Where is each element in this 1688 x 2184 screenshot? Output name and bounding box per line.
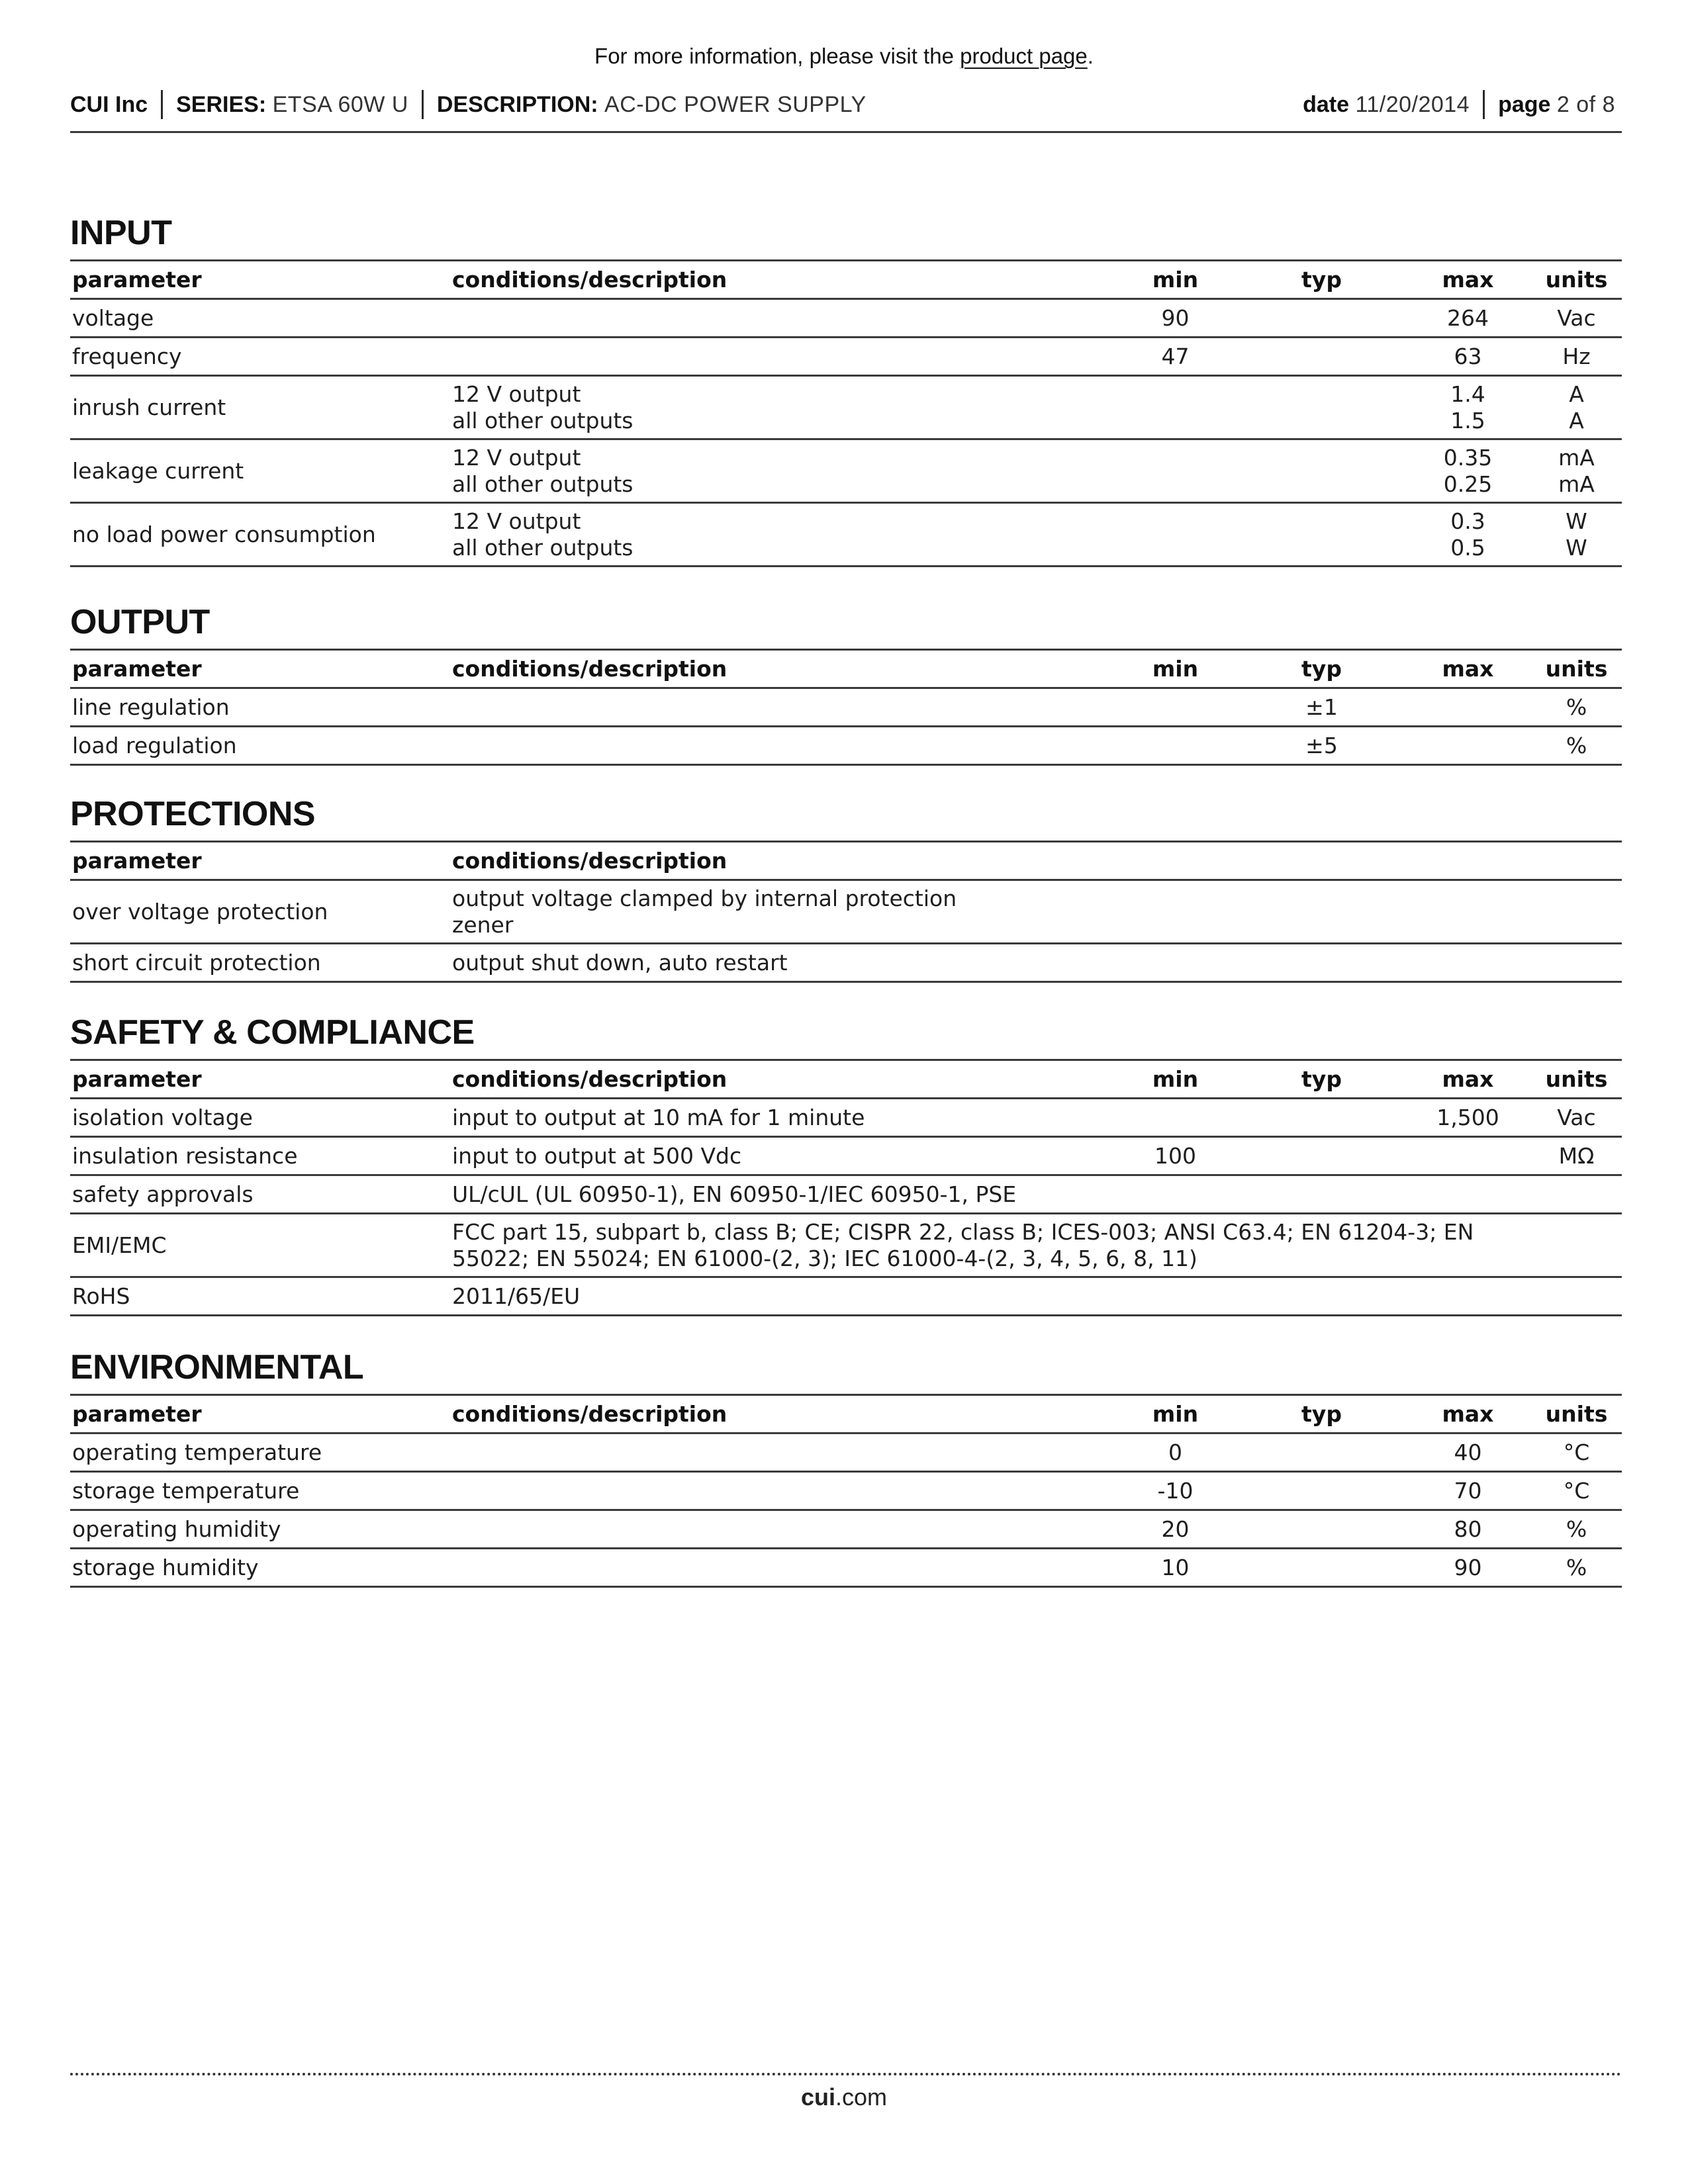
cell-max: 90 (1405, 1549, 1532, 1587)
cell-parameter: inrush current (70, 376, 450, 439)
cell-conditions (450, 688, 1112, 727)
cell-typ (1239, 1137, 1405, 1175)
col-parameter: parameter (70, 1395, 450, 1433)
cell-min (1112, 688, 1239, 727)
cell-parameter: EMI/EMC (70, 1214, 450, 1277)
cell-conditions: output shut down, auto restart (450, 944, 1112, 982)
cell-min (1112, 376, 1239, 439)
input-table (70, 259, 1622, 567)
cell-max: 80 (1405, 1510, 1532, 1549)
table-row (70, 1510, 1622, 1549)
cell-min (1112, 439, 1239, 503)
cell-max: 40 (1405, 1433, 1532, 1472)
cell-typ (1239, 299, 1405, 338)
table-row (70, 1549, 1622, 1587)
col-min: min (1112, 1060, 1239, 1099)
units-line: W (1566, 508, 1587, 534)
environmental-table (70, 1394, 1622, 1588)
max-line: 1.5 (1450, 407, 1485, 433)
top-note (0, 44, 1688, 69)
col-max: max (1405, 1060, 1532, 1099)
cell-conditions (450, 1510, 1112, 1549)
col-conditions: conditions/description (450, 1395, 1112, 1433)
empty-cell (1239, 880, 1405, 944)
cell-max (1405, 439, 1532, 503)
footer-website[interactable] (0, 2083, 1688, 2111)
empty-cell (1405, 944, 1532, 982)
col-conditions: conditions/description (450, 842, 1112, 880)
cell-typ (1239, 1472, 1405, 1510)
col-min: min (1112, 650, 1239, 688)
cell-units (1532, 503, 1622, 567)
max-line: 0.3 (1450, 508, 1485, 534)
empty-cell (1405, 880, 1532, 944)
condition-line: all other outputs (452, 471, 633, 497)
table-header-row (70, 1395, 1622, 1433)
empty-cell (1532, 842, 1622, 880)
units-line: A (1569, 381, 1584, 407)
max-line: 0.25 (1443, 471, 1493, 497)
empty-cell (1112, 880, 1239, 944)
cell-units: % (1532, 688, 1622, 727)
table-row (70, 1472, 1622, 1510)
cell-conditions (450, 1433, 1112, 1472)
max-line: 0.35 (1443, 444, 1493, 471)
description-label: DESCRIPTION: (436, 91, 598, 117)
condition-line: all other outputs (452, 534, 633, 561)
table-header-row (70, 650, 1622, 688)
document-header (70, 86, 1622, 133)
table-row (70, 1214, 1622, 1277)
cell-max: 63 (1405, 338, 1532, 376)
table-header-row (70, 842, 1622, 880)
footer-divider (70, 2073, 1622, 2075)
table-row (70, 1175, 1622, 1214)
condition-line: zener (452, 911, 514, 938)
cell-conditions: 2011/65/EU (450, 1277, 1622, 1316)
cell-units: MΩ (1532, 1137, 1622, 1175)
max-line: 1.4 (1450, 381, 1485, 407)
empty-cell (1532, 944, 1622, 982)
col-conditions: conditions/description (450, 261, 1112, 299)
table-row (70, 299, 1622, 338)
cell-max (1405, 376, 1532, 439)
condition-line: 12 V output (452, 381, 581, 407)
cell-typ (1239, 1433, 1405, 1472)
col-parameter: parameter (70, 1060, 450, 1099)
empty-cell (1112, 842, 1239, 880)
cell-units: Vac (1532, 299, 1622, 338)
table-row (70, 1277, 1622, 1316)
cell-typ (1239, 439, 1405, 503)
cell-typ: ±1 (1239, 688, 1405, 727)
table-row (70, 1099, 1622, 1137)
cell-min: 47 (1112, 338, 1239, 376)
col-parameter: parameter (70, 842, 450, 880)
cell-units: % (1532, 1510, 1622, 1549)
units-line: A (1569, 407, 1584, 433)
col-typ: typ (1239, 1395, 1405, 1433)
cell-conditions (450, 439, 1112, 503)
col-units: units (1532, 650, 1622, 688)
col-min: min (1112, 261, 1239, 299)
table-row (70, 944, 1622, 982)
cell-parameter: frequency (70, 338, 450, 376)
protections-section-title: PROTECTIONS (70, 795, 316, 833)
table-row (70, 880, 1622, 944)
description-value: AC-DC POWER SUPPLY (604, 91, 867, 117)
col-max: max (1405, 1395, 1532, 1433)
col-typ: typ (1239, 650, 1405, 688)
header-divider (1483, 90, 1485, 119)
cell-parameter: operating temperature (70, 1433, 450, 1472)
condition-line: 12 V output (452, 508, 581, 534)
condition-line: FCC part 15, subpart b, class B; CE; CISPR 22, class B; ICES-003; ANSI C63.4; EN 61204-3; EN (452, 1218, 1474, 1245)
cell-conditions (450, 1549, 1112, 1587)
footer-domain-rest: .com (835, 2083, 888, 2111)
input-section-title: INPUT (70, 214, 172, 252)
cell-min (1112, 503, 1239, 567)
safety-table (70, 1059, 1622, 1316)
table-header-row (70, 1060, 1622, 1099)
cell-typ (1239, 338, 1405, 376)
cell-conditions (450, 338, 1112, 376)
empty-cell (1405, 842, 1532, 880)
cell-units: °C (1532, 1472, 1622, 1510)
table-row (70, 376, 1622, 439)
table-row (70, 688, 1622, 727)
output-table (70, 649, 1622, 766)
cell-conditions: UL/cUL (UL 60950-1), EN 60950-1/IEC 60950-1, PSE (450, 1175, 1622, 1214)
col-units: units (1532, 1060, 1622, 1099)
cell-parameter: storage temperature (70, 1472, 450, 1510)
col-conditions: conditions/description (450, 650, 1112, 688)
top-note-prefix: For more information, please visit the (594, 44, 961, 68)
page-label: page (1498, 91, 1551, 117)
cell-parameter: insulation resistance (70, 1137, 450, 1175)
col-conditions: conditions/description (450, 1060, 1112, 1099)
cell-max (1405, 688, 1532, 727)
table-row (70, 1137, 1622, 1175)
series-label: SERIES: (176, 91, 267, 117)
cell-parameter: voltage (70, 299, 450, 338)
cell-units: Vac (1532, 1099, 1622, 1137)
empty-cell (1112, 944, 1239, 982)
cell-units: % (1532, 1549, 1622, 1587)
table-row (70, 338, 1622, 376)
units-line: mA (1558, 471, 1595, 497)
protections-table (70, 841, 1622, 983)
company-name: CUI Inc (70, 91, 148, 117)
cell-parameter: safety approvals (70, 1175, 450, 1214)
cell-conditions: input to output at 500 Vdc (450, 1137, 1112, 1175)
cell-conditions: input to output at 10 mA for 1 minute (450, 1099, 1112, 1137)
max-line: 0.5 (1450, 534, 1485, 561)
table-row (70, 727, 1622, 765)
cell-max (1405, 1137, 1532, 1175)
cell-conditions (450, 727, 1112, 765)
environmental-section-title: ENVIRONMENTAL (70, 1348, 364, 1387)
cell-min (1112, 727, 1239, 765)
output-section-title: OUTPUT (70, 603, 210, 641)
cell-units (1532, 439, 1622, 503)
cell-conditions (450, 299, 1112, 338)
condition-line: 12 V output (452, 444, 581, 471)
empty-cell (1239, 842, 1405, 880)
cell-min: 100 (1112, 1137, 1239, 1175)
cell-min: -10 (1112, 1472, 1239, 1510)
cell-parameter: line regulation (70, 688, 450, 727)
table-row (70, 503, 1622, 567)
units-line: mA (1558, 444, 1595, 471)
cell-max (1405, 727, 1532, 765)
cell-min: 10 (1112, 1549, 1239, 1587)
col-min: min (1112, 1395, 1239, 1433)
header-left (70, 90, 867, 119)
cell-conditions (450, 880, 1112, 944)
date-value: 11/20/2014 (1355, 91, 1470, 117)
cell-typ (1239, 1510, 1405, 1549)
cell-parameter: short circuit protection (70, 944, 450, 982)
date-label: date (1303, 91, 1349, 117)
col-units: units (1532, 1395, 1622, 1433)
cell-parameter: leakage current (70, 439, 450, 503)
cell-conditions (450, 376, 1112, 439)
cell-min (1112, 1099, 1239, 1137)
col-parameter: parameter (70, 261, 450, 299)
table-row (70, 439, 1622, 503)
header-divider (422, 90, 424, 119)
cell-parameter: no load power consumption (70, 503, 450, 567)
series-value: ETSA 60W U (272, 91, 408, 117)
cell-typ (1239, 1549, 1405, 1587)
cell-min: 20 (1112, 1510, 1239, 1549)
units-line: W (1566, 534, 1587, 561)
empty-cell (1532, 880, 1622, 944)
col-units: units (1532, 261, 1622, 299)
cell-typ: ±5 (1239, 727, 1405, 765)
cell-min: 90 (1112, 299, 1239, 338)
top-note-suffix: . (1087, 44, 1094, 68)
table-header-row (70, 261, 1622, 299)
header-right (1303, 90, 1615, 119)
cell-conditions (450, 503, 1112, 567)
cell-parameter: load regulation (70, 727, 450, 765)
cell-max (1405, 503, 1532, 567)
cell-parameter: over voltage protection (70, 880, 450, 944)
page-value: 2 of 8 (1556, 91, 1615, 117)
cell-typ (1239, 503, 1405, 567)
cell-parameter: storage humidity (70, 1549, 450, 1587)
col-max: max (1405, 650, 1532, 688)
col-typ: typ (1239, 261, 1405, 299)
cell-max: 70 (1405, 1472, 1532, 1510)
empty-cell (1239, 944, 1405, 982)
footer-domain-bold: cui (800, 2083, 835, 2111)
col-typ: typ (1239, 1060, 1405, 1099)
cell-parameter: isolation voltage (70, 1099, 450, 1137)
cell-max: 1,500 (1405, 1099, 1532, 1137)
cell-units: °C (1532, 1433, 1622, 1472)
cell-units: % (1532, 727, 1622, 765)
cell-conditions (450, 1472, 1112, 1510)
header-divider (161, 90, 163, 119)
col-max: max (1405, 261, 1532, 299)
condition-line: 55022; EN 55024; EN 61000-(2, 3); IEC 61000-4-(2, 3, 4, 5, 6, 8, 11) (452, 1245, 1197, 1271)
cell-units (1532, 376, 1622, 439)
condition-line: all other outputs (452, 407, 633, 433)
cell-units: Hz (1532, 338, 1622, 376)
safety-section-title: SAFETY & COMPLIANCE (70, 1013, 475, 1052)
cell-parameter: RoHS (70, 1277, 450, 1316)
product-page-link[interactable]: product page (960, 44, 1088, 68)
cell-typ (1239, 1099, 1405, 1137)
cell-conditions (450, 1214, 1622, 1277)
cell-min: 0 (1112, 1433, 1239, 1472)
condition-line: output voltage clamped by internal protection (452, 885, 957, 911)
col-parameter: parameter (70, 650, 450, 688)
cell-max: 264 (1405, 299, 1532, 338)
table-row (70, 1433, 1622, 1472)
cell-parameter: operating humidity (70, 1510, 450, 1549)
cell-typ (1239, 376, 1405, 439)
